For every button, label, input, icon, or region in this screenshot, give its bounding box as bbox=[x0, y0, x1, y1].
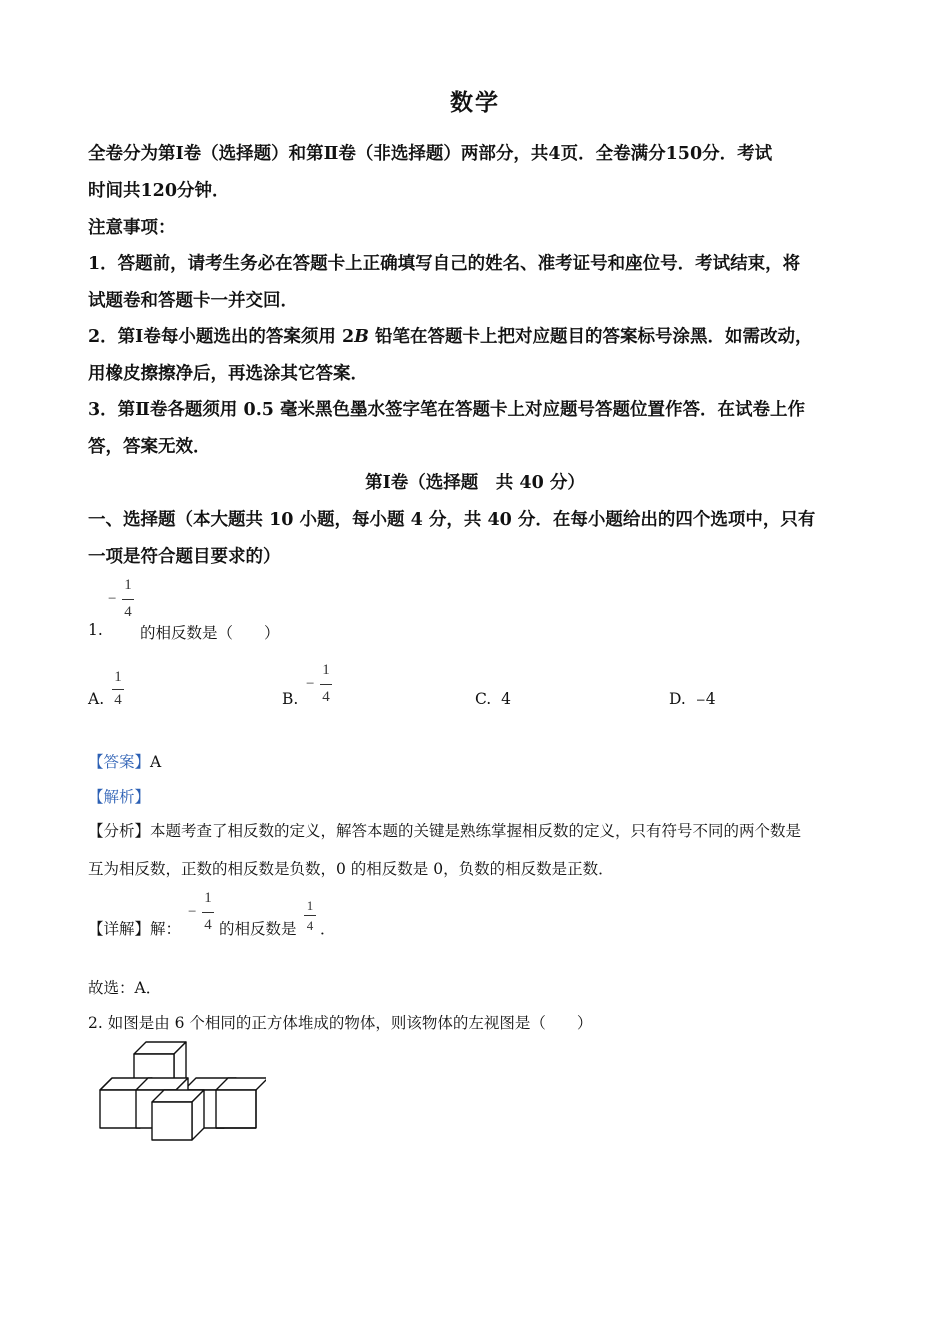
q1-option-b-bar bbox=[320, 684, 332, 685]
q1-detail-minus: − bbox=[188, 904, 197, 920]
note-2-text-a: 2．第Ⅰ卷每小题选出的答案须用 2 bbox=[88, 327, 355, 347]
note-3-line-1: 3．第Ⅱ卷各题须用 0.5 毫米黑色墨水签字笔在答题卡上对应题号答题位置作答．在试卷上作 bbox=[88, 400, 806, 420]
q1-frac-bar bbox=[122, 599, 134, 600]
q1-option-c-value: 4 bbox=[501, 690, 511, 708]
cube-back-right-2 bbox=[216, 1078, 266, 1128]
q1-frac-num: 1 bbox=[124, 577, 132, 593]
page-title: 数学 bbox=[450, 89, 500, 116]
note-2-text-c: 铅笔在答题卡上把对应题目的答案标号涂黑．如需改动， bbox=[368, 327, 813, 347]
cube-stack-figure bbox=[96, 1036, 266, 1144]
q1-detail-den-1: 4 bbox=[204, 917, 212, 933]
part-line-1: 一、选择题（本大题共 10 小题，每小题 4 分，共 40 分．在每小题给出的四个选项中，只有 bbox=[88, 510, 816, 530]
q1-detail-prefix: 【详解】解： bbox=[88, 920, 182, 938]
q1-choose: 故选：A． bbox=[88, 979, 162, 997]
q1-option-c-label: C. bbox=[475, 690, 492, 708]
answer-tag: 【答案】 bbox=[88, 753, 151, 771]
q1-detail-den-2: 4 bbox=[306, 918, 314, 933]
q1-option-a-den: 4 bbox=[114, 692, 122, 708]
q1-option-a-num: 1 bbox=[114, 669, 122, 685]
q1-frac-den: 4 bbox=[124, 604, 132, 620]
q1-option-b-minus: − bbox=[306, 676, 315, 692]
section-heading: 第Ⅰ卷（选择题 共 40 分） bbox=[365, 473, 585, 493]
q1-option-d-label: D. bbox=[669, 690, 686, 708]
q1-option-d-value: 4 bbox=[705, 690, 716, 708]
q1-detail-mid: 的相反数是 bbox=[219, 920, 297, 938]
q1-stem: 的相反数是（ ） bbox=[140, 624, 280, 642]
q1-option-c bbox=[475, 690, 511, 708]
intro-line-1: 全卷分为第Ⅰ卷（选择题）和第Ⅱ卷（非选择题）两部分，共4页．全卷满分150分．考试 bbox=[88, 144, 773, 164]
q1-detail-bar-1 bbox=[202, 912, 214, 913]
q1-option-d-minus: − bbox=[695, 693, 706, 707]
q1-detail-end: ． bbox=[320, 920, 336, 938]
q1-option-b-label: B. bbox=[282, 690, 299, 708]
q1-detail-bar-2 bbox=[304, 915, 316, 916]
q1-answer: A bbox=[150, 753, 162, 771]
part-line-2: 一项是符合题目要求的） bbox=[88, 547, 281, 567]
q1-fenxi-line-1: 【分析】本题考查了相反数的定义，解答本题的关键是熟练掌握相反数的定义，只有符号不同的两个数是 bbox=[88, 822, 802, 840]
q1-option-b-num: 1 bbox=[322, 662, 330, 678]
q1-fenxi-line-2: 互为相反数，正数的相反数是负数，0 的相反数是 0，负数的相反数是正数． bbox=[88, 860, 614, 878]
intro-line-2: 时间共120分钟． bbox=[88, 181, 230, 201]
note-1-line-1: 1．答题前，请考生务必在答题卡上正确填写自己的姓名、准考证号和座位号．考试结束，将 bbox=[88, 254, 801, 274]
q1-detail-num-2: 1 bbox=[306, 898, 314, 913]
notes-heading: 注意事项： bbox=[88, 218, 176, 238]
q1-option-a-label: A. bbox=[88, 690, 105, 708]
q1-detail-num-1: 1 bbox=[204, 890, 212, 906]
note-1-line-2: 试题卷和答题卡一并交回． bbox=[88, 291, 298, 311]
note-2-text-b: B bbox=[354, 327, 369, 347]
note-3-line-2: 答，答案无效． bbox=[88, 437, 211, 457]
analysis-tag: 【解析】 bbox=[88, 788, 151, 806]
q2-stem: 2. 如图是由 6 个相同的正方体堆成的物体，则该物体的左视图是（ ） bbox=[88, 1014, 593, 1032]
note-2-line-2: 用橡皮擦擦净后，再选涂其它答案． bbox=[88, 364, 368, 384]
note-2-line-1 bbox=[88, 323, 813, 348]
q1-option-b-den: 4 bbox=[322, 689, 330, 705]
q1-number: 1. bbox=[88, 621, 103, 639]
q1-option-a-bar bbox=[112, 689, 124, 690]
q1-option-d bbox=[669, 690, 716, 708]
cube-front bbox=[152, 1090, 204, 1140]
q1-frac-minus: − bbox=[108, 591, 117, 607]
q1-answer-row bbox=[88, 750, 161, 772]
